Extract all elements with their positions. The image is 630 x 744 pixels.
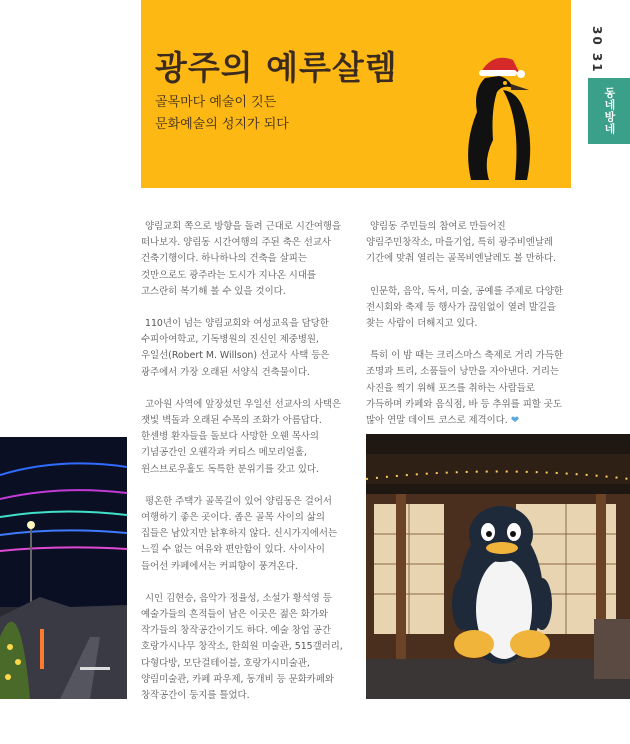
right-text-column (366, 219, 574, 445)
night-street-illustration (0, 437, 127, 699)
page-title: 광주의 예루살렘 (155, 48, 398, 87)
subtitle-line: 문화예술의 성지가 되다 (155, 117, 289, 132)
penguin-santa-hat-illustration (463, 50, 535, 185)
paragraph: 고아원 사역에 앞장섰던 우일선 선교사의 사택은 잿빛 벽돌과 오래된 수목의 조화가 아름답다. 한센병 환자들을 돌보다 사망한 오웬 목사의 기념공간인 오웬각과 커티스 메모리얼홀, 윈스브로우홀도 독특한 분위기를 갖고 있다. (141, 398, 342, 475)
heart-icon: ❤ (510, 415, 520, 427)
left-text-column (141, 219, 349, 720)
street-lights-photo (0, 437, 127, 699)
paragraph-text: 특히 이 밤 때는 크리스마스 축제로 거리 가득한 조명과 트리, 소품들이 낭만을 자아낸다. 거리는 사진을 찍기 위해 포즈를 취하는 사람들로 가득하며 카페와 음식점, 바 등 추위를 피할 곳도 많아 연말 데이트 코스로 제격이다. (366, 350, 563, 427)
paragraph: 시인 김현승, 음악가 정율성, 소설가 황석영 등 예술가들의 흔적들이 남은 이곳은 젊은 화가와 작가들의 창작공간이기도 하다. 예술 창업 공간 호랑가시나무 창작소, 한희원 미술관, 515갤러리, 다형다방, 모단걸테이블, 호랑가시미술관, 양림미술관, 카페 파우제, 동개비 등 문화카페와 창작공간이 둥지를 틀었다. (141, 592, 343, 702)
subtitle-line: 골목마다 예술이 깃든 (155, 95, 277, 110)
paragraph: 110년이 넘는 양림교회와 여성교육을 담당한 수피아여학교, 기독병원의 진신인 제중병원, 우일선(Robert M. Willson) 선교사 사택 등은 광주에서 가장 오래된 서양식 건축물이다. (141, 318, 330, 378)
paragraph: 양림동 주민들의 참여로 만들어진 양림주민창작소, 마을기업, 특히 광주비엔날레 기간에 맞춰 열리는 골목비엔날레도 볼 만하다. (366, 221, 556, 265)
header-banner (141, 0, 571, 188)
penguin-statue-photo (366, 434, 630, 699)
page-subtitle (155, 92, 415, 136)
paragraph (366, 348, 574, 429)
paragraph: 인문학, 음악, 독서, 미술, 공예를 주제로 다양한 전시회와 축제 등 행사가 끊임없이 열려 발길을 찾는 사람이 더해지고 있다. (366, 285, 563, 330)
paragraph: 평온한 주택가 골목길이 있어 양림동은 걸어서 여행하기 좋은 곳이다. 좁은 골목 사이의 삶의 집들은 남았지만 낡후하지 않다. 신시가지에서는 느낄 수 없는 여유와 편안함이 있다. 사이사이 들어선 카페에서는 커피향이 풍겨온다. (141, 495, 338, 572)
paragraph: 양림교회 쪽으로 방향을 돌려 근대로 시간여행을 떠나보자. 양림동 시간여행의 주된 축은 선교사 건축기행이다. 하나하나의 건축을 살피는 것만으로도 광주라는 도시가 지나온 시대를 고스란히 복기해 볼 수 있을 것이다. (141, 221, 342, 297)
section-tab: 동네방네 (588, 78, 630, 144)
penguin-statue-illustration (366, 434, 630, 699)
page-numbers: 30 31 (590, 26, 604, 74)
